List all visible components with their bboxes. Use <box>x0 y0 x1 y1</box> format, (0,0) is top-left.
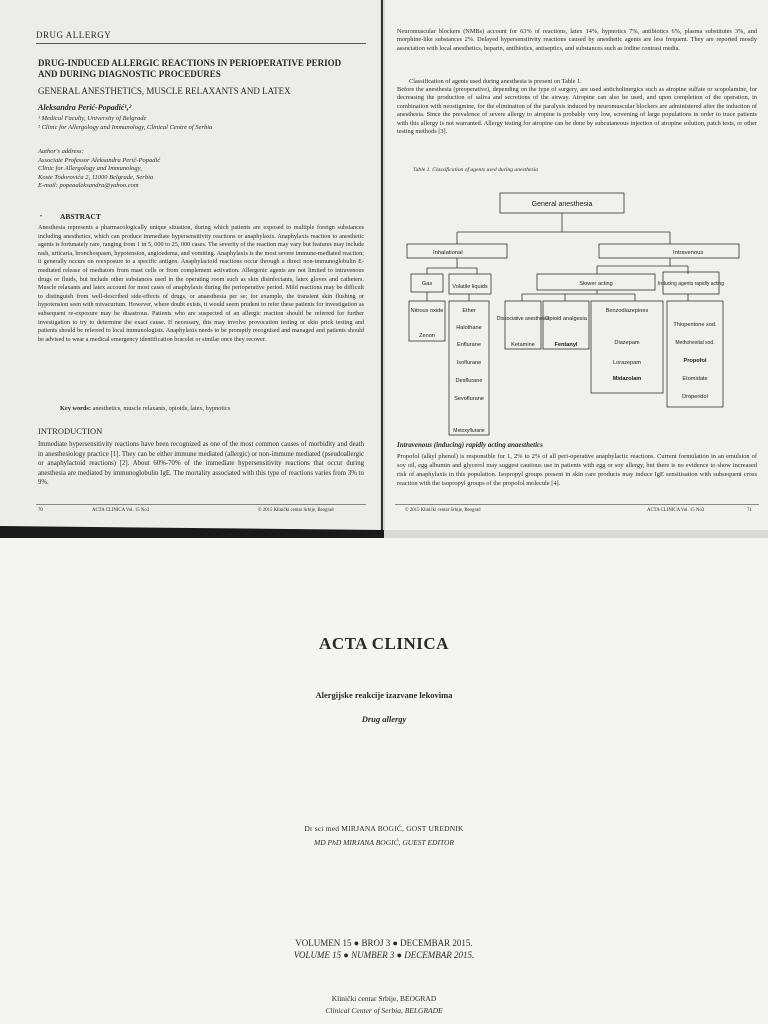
label-methohexital: Methohexital sod. <box>675 340 715 346</box>
label-lorazepam: Lorazepam <box>613 360 641 366</box>
label-midazolam: Midazolam <box>612 376 642 382</box>
label-ether: Ether <box>462 308 476 314</box>
footer-rule <box>395 504 759 505</box>
footer-rule <box>36 504 366 505</box>
address-line: Author's address: <box>38 148 84 155</box>
paragraph-atropine: Before the anesthesia (preoperative), depending on the type of surgery, are used anticholinergics such as atropine sulfate or scopolamine, for decreasing the production of saliva and secretions of the airway. Atropine can also be used, and upon completion of the operation, in combination with neostigmine, for the elimination of the paralysis induced by neuromuscular blockers are administered after the induction of anesthesia. Since the prevalence of severe allergy to atropine is probably very low, screening of large populations in order to trace patients with this allergy is not warranted. Allergy testing for atropine can be done by subcutaneous injection of atropine solution, patch tests, or other testing methods [3]. <box>397 86 757 136</box>
label-sevoflurane: Sevoflurane <box>454 396 484 402</box>
label-volatile: Volatile liquids <box>452 284 488 290</box>
label-diazepam: Diazepam <box>614 340 640 346</box>
intro-body: Immediate hypersensitivity reactions have been recognized as one of the most common causes of morbidity and death in anesthesiology practice [1]. They can be either immune mediated (allergic) or non-immune mediated (pseudoallergic or anaphylactoid reactions) [2]. About 60%-70% of the immediate hypersensitivity reactions that occur during anesthesia are mediated by immunoglobulin IgE. The mortality associated with this type of reactions varies from 3% to 9%. <box>38 441 364 487</box>
keywords <box>60 405 230 412</box>
box-volatile-list <box>449 301 489 435</box>
book-spine <box>381 0 383 540</box>
article-title: DRUG-INDUCED ALLERGIC REACTIONS IN PERIOPERATIVE PERIOD AND DURING DIAGNOSTIC PROCEDURES <box>38 58 342 79</box>
address-line: Koste Todorovića 2, 11000 Belgrade, Serbia <box>38 173 154 181</box>
label-thiopentone: Thiopentone sod. <box>673 322 717 328</box>
label-inhalational: Inhalational <box>433 250 463 256</box>
address-line: Clinic for Allergology and Immunology, <box>38 165 142 173</box>
page-number: 70 <box>38 508 43 513</box>
keywords-label: Key words: <box>60 405 91 412</box>
header-rule <box>36 43 366 44</box>
section-heading: Intravenous (inducing) rapidly acting anaesthetics <box>397 441 543 449</box>
bullet-mark: • <box>40 214 43 220</box>
label-intravenous: Intravenous <box>673 250 704 256</box>
cover-editor: Dr sci med MIRJANA BOGIĆ, GOST UREDNIK <box>304 824 464 833</box>
table-caption: Table 1. Classification of agents used during anesthesia <box>413 167 539 173</box>
author-address <box>38 148 278 191</box>
label-enflurane: Enflurane <box>457 342 481 348</box>
cover-editor-en: MD PhD MIRJANA BOGIĆ, GUEST EDITOR <box>314 838 454 847</box>
cover-subtitle: Alergijske reakcije izazvane lekovima <box>315 690 453 700</box>
cover-subtitle-en: Drug allergy <box>361 714 407 724</box>
journal-footer: ACTA CLINICA Vol. 15 No3 <box>647 508 705 513</box>
paragraph-nmb: Neuromuscular blockers (NMBs) account for 63% of reactions, latex 14%, hypnotics 7%, antibiotics 6%, plasma substitutes 3%, and morphine-like substances 2%. Delayed hypersensitivity reactions caused by anesthetic agents are less frequent. They are reported mostly association with local anesthetics, heparin, antibiotics, antiseptics, and substances such as iodine contrast media. <box>397 28 757 52</box>
label-droperidol: Droperidol <box>682 394 708 400</box>
label-dissociative: Dissociative anesthesia <box>496 316 550 322</box>
label-zenon: Zenon <box>419 333 435 339</box>
label-general-anesthesia: General anesthesia <box>531 201 593 208</box>
abstract-heading: ABSTRACT <box>60 212 101 221</box>
journal-footer: ACTA CLINICA Vol. 15 No3 <box>92 508 150 513</box>
label-metoxyflurane: Metoxyflurane <box>453 428 485 434</box>
cover-publisher-en: Clinical Center of Serbia, BELGRADE <box>325 1006 443 1015</box>
article-subtitle: GENERAL ANESTHETICS, MUSCLE RELAXANTS AND LATEX <box>38 86 291 96</box>
label-opioid: Opioid analgesia <box>545 316 587 322</box>
right-journal-page <box>385 0 768 530</box>
label-isoflurane: Isoflurane <box>456 360 482 366</box>
label-desflurane: Desflurane <box>455 378 483 384</box>
label-fentanyl: Fentanyl <box>554 342 578 348</box>
label-etomidate: Etomidate <box>682 376 708 382</box>
paragraph-propofol: Propofol (alkyl phenol) is responsible for 1, 2% to 2% of all peri-operative anaphylactic reactions. Current formulation in an emulsion of soy oil, egg albumin and glycerol may suggest cautious use in patients with egg or soy allergy, but there is no evidence to show increased risk of anaphylaxis in this population. Isopropyl groups present in skin care products may induce IgE sensitisation with subsequent cross reaction with the isopropyl groups of the propofol molecule [4]. <box>397 453 757 487</box>
label-benzodiazepines: Benzodiazepines <box>605 308 649 314</box>
label-nitrous: Nitrous oxide <box>410 308 444 314</box>
running-head: DRUG ALLERGY <box>36 30 112 40</box>
box-inducing-list <box>667 301 723 407</box>
keywords-list: anesthetics, muscle relaxants, opioids, latex, hypnotics <box>92 405 231 412</box>
author-name: Aleksandra Perić-Popadić¹,² <box>38 103 132 112</box>
box-intravenous <box>599 244 739 258</box>
anesthesia-classification-diagram <box>385 186 768 438</box>
affiliation-1: ¹ Medical Faculty, University of Belgrade <box>38 115 147 122</box>
copyright-footer: © 2015 Klinički centar Srbije, Beograd <box>258 508 334 513</box>
label-inducing: Inducing agents rapidly acting <box>657 281 725 287</box>
label-slower-acting: Slower acting <box>579 281 613 287</box>
cover-title: ACTA CLINICA <box>319 634 449 653</box>
cover-volume: VOLUMEN 15 ● BROJ 3 ● DECEMBAR 2015. <box>295 938 473 948</box>
affiliation-2: ² Clinic for Allergology and Immunology, Clinical Centre of Serbia <box>38 124 213 131</box>
address-line: Associate Professor Aleksandra Perić-Popadić <box>38 156 161 164</box>
label-halothane: Halothane <box>456 325 482 331</box>
intro-heading: INTRODUCTION <box>38 426 103 436</box>
page-number: 71 <box>747 508 752 513</box>
label-propofol: Propofol <box>683 358 707 364</box>
cover-volume-en: VOLUME 15 ● NUMBER 3 ● DECEMBAR 2015. <box>293 950 475 960</box>
paragraph-classification: Classification of agents used during anesthesia is present on Table 1. <box>409 78 582 85</box>
left-journal-page <box>0 0 380 530</box>
abstract-body: Anesthesia represents a pharmacologically unique situation, during which patients are exposed to multiple foreign substances including anesthetics, which can produce immediate hypersensitivity reactions or anaphylaxis. Anaphylaxis reaction to anesthetic agents is fortunately rare, ranging from 1 in 5, 000 to 25, 000 cases. The severity of the reaction may vary but features may include rash, urticaria, bronchospasm, hypotension, angioedema, and vomiting. Anaphylaxis is the most severe immune-mediated reaction; it generally occurs on reexposure to a specific antigen. Anaphylactoid reactions occur through a direct non-immunoglobulin E-mediated release of mediators from mast cells or from complement activation. Allergenic agents are not limited to intravenous drugs or fluids, but include other substances used in the operating room such as skin disinfectants, latex gloves and catheters. Muscle relaxants and latex account for most cases of anaphylaxis during the perioperative period. Mild reactions may be difficult to distinguish from well-described side-effects of drugs, or anaesthesia per se; for example, the transient skin flushing or hypotension seen with mivacurium. However, where doubt exists, it would seem prudent to refer these patients for investigation as subsequent re-exposure may be disastrous. Patients who are suspected of an allergic reaction should be referred for further investigation to try to determine the exact cause. If necessary, this may involve provocation testing or skin prick testing and patients should be referred to local immunologists. Anaphylaxis needs to be promptly recognised and managed and patients should be advised to wear a medical emergency identification bracelet or similar once they recover. <box>38 224 364 343</box>
label-ketamine: Ketamine <box>511 342 535 348</box>
address-email: E-mail: popeaaleksandra@yahoo.com <box>38 182 139 190</box>
copyright-footer: © 2015 Klinički centar Srbije, Beograd <box>405 508 481 513</box>
cover-publisher: Klinički centar Srbije, BEOGRAD <box>331 994 437 1003</box>
label-gas: Gas <box>421 281 433 287</box>
